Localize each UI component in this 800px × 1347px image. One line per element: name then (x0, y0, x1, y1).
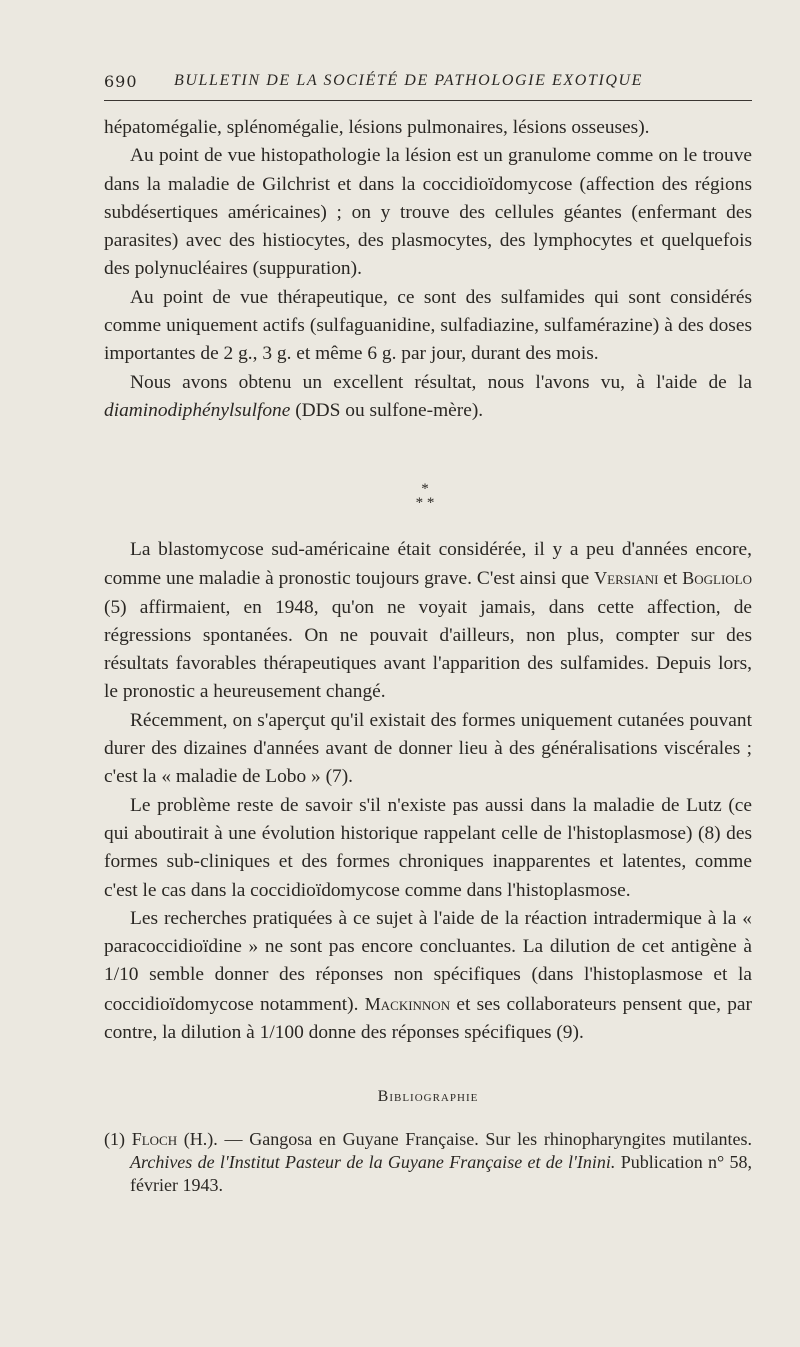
paragraph: Nous avons obtenu un excellent résultat, nous l'avons vu, à l'aide de la diaminodiphénylsulfone (DDS ou sulfone-mère). (104, 371, 752, 421)
page-number: 690 (104, 72, 138, 91)
paragraph: Les recherches pratiquées à ce sujet à l'aide de la réaction intradermique à la « paracoccidioïdine » ne sont pas encore concluantes. La dilution de cet antigène à 1/10 semble donner des réponses non spécifiques (dans l'histoplasmose et la coccidioïdomycose notamment). Mackinnon et ses collaborateurs pensent que, par contre, la dilution à 1/100 donne des réponses spécifiques (9). (104, 907, 752, 1044)
paragraph: La blastomycose sud-américaine était considérée, il y a peu d'années encore, comme une maladie à pronostic toujours grave. C'est ainsi que Versiani et Bogliolo (5) affirmaient, en 1948, qu'on ne voyait jamais, dans cette affection, de régressions spontanées. On ne pouvait d'ailleurs, non plus, compter sur des résultats favorables thérapeutiques avant l'apparition des sulfamides. Depuis lors, le pronostic a heureusement changé. (104, 539, 752, 703)
author-name: Bogliolo (682, 568, 752, 589)
header-rule (104, 100, 752, 101)
paragraph: Le problème reste de savoir s'il n'existe pas aussi dans la maladie de Lutz (ce qui aboutirait à une évolution historique rappelant celle de l'histoplasmose) (8) des formes sub-cliniques et des formes chroniques inapparentes et latentes, comme c'est le cas dans la coccidioïdomycose comme dans l'histoplasmose. (104, 794, 752, 901)
section-separator: * * * (415, 481, 435, 511)
author-name: Mackinnon (364, 993, 451, 1014)
author-name: Versiani (594, 568, 659, 589)
section-2 (104, 536, 752, 1047)
drug-name: diaminodiphénylsulfone (104, 399, 291, 421)
page-header (104, 70, 752, 96)
paragraph: Au point de vue thérapeutique, ce sont des sulfamides qui sont considérés comme uniquement actifs (sulfaguanidine, sulfadiazine, sulfamérazine) à des doses importantes de 2 g., 3 g. et même 6 g. par jour, durant des mois. (104, 286, 752, 365)
author-name: Floch (131, 1129, 178, 1149)
section-1 (104, 114, 752, 425)
journal-title: Archives de l'Institut Pasteur de la Guyane Française et de l'Inini. (130, 1152, 616, 1172)
paragraph: Au point de vue histopathologie la lésion est un granulome comme on le trouve dans la maladie de Gilchrist et dans la coccidioïdomycose (affection des régions subdésertiques américaines) ; on y trouve des cellules géantes (enfermant des parasites) avec des histiocytes, des plasmocytes, des lymphocytes et quelquefois des polynucléaires (suppuration). (104, 145, 752, 280)
running-title: BULLETIN DE LA SOCIÉTÉ DE PATHOLOGIE EXOTIQUE (174, 72, 644, 89)
bibliography (104, 1128, 752, 1197)
bibliography-entry: (1) Floch (H.). — Gangosa en Guyane Française. Sur les rhinopharyngites mutilantes. Archives de l'Institut Pasteur de la Guyane Française et de l'Inini. Publication n° 58, février 1943. (104, 1129, 752, 1195)
paragraph: Récemment, on s'aperçut qu'il existait des formes uniquement cutanées pouvant durer des dizaines d'années avant de donner lieu à des généralisations viscérales ; c'est la « maladie de Lobo » (7). (104, 709, 752, 788)
bibliography-title: Bibliographie (377, 1088, 479, 1105)
paragraph: hépatomégalie, splénomégalie, lésions pulmonaires, lésions osseuses). (104, 117, 650, 138)
